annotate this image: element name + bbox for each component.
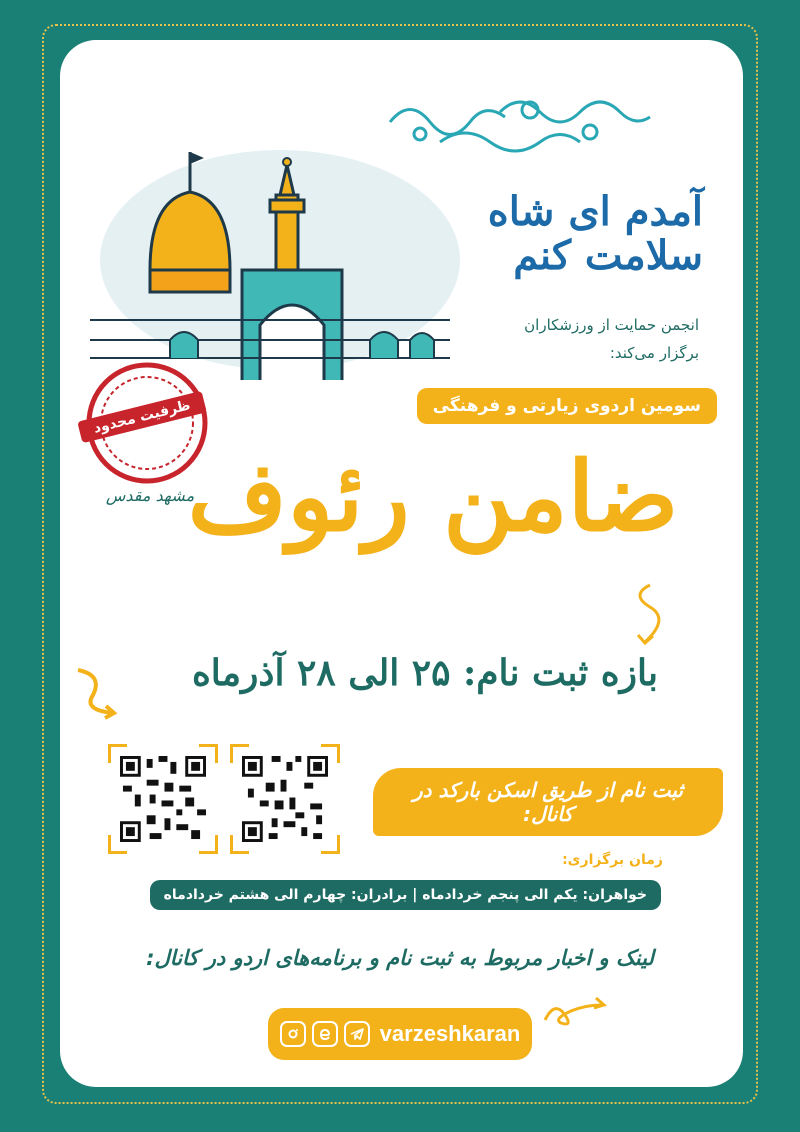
poster-card	[60, 40, 743, 1087]
camp-title-badge: سومین اردوی زیارتی و فرهنگی	[417, 388, 717, 424]
city-label: مشهد مقدس	[105, 486, 195, 505]
eitaa-icon[interactable]	[312, 1021, 338, 1047]
qr-code[interactable]	[108, 744, 218, 854]
schedule-dates: خواهران: یکم الی پنجم خردادماه | برادران: چهارم الی هشتم خردادماه	[150, 880, 661, 910]
main-title: ضامن رئوف	[187, 440, 679, 553]
qr-instruction: ثبت نام از طریق اسکن بارکد در کانال:	[373, 768, 723, 836]
curly-arrow-icon	[620, 580, 680, 650]
organizer-presents: برگزار می‌کند:	[609, 344, 699, 362]
instagram-icon[interactable]	[280, 1021, 306, 1047]
registration-period: بازه ثبت نام: ۲۵ الی ۲۸ آذرماه	[191, 652, 659, 694]
channel-links-note: لینک و اخبار مربوط به ثبت نام و برنامه‌های اردو در کانال:	[146, 946, 654, 970]
schedule-label: زمان برگزاری:	[562, 852, 663, 868]
shrine-illustration-icon	[70, 100, 460, 380]
social-handle[interactable]: varzeshkaran	[379, 1021, 521, 1046]
social-handle-pill[interactable]	[268, 1008, 532, 1060]
qr-code-icon	[120, 756, 206, 842]
calligraphy-title: آمدم ای شاه سلامت کنم	[487, 188, 703, 279]
telegram-icon[interactable]	[344, 1021, 370, 1047]
qr-code[interactable]	[230, 744, 340, 854]
loop-arrow-icon	[68, 660, 128, 720]
qr-code-icon	[242, 756, 328, 842]
limited-capacity-stamp: ظرفیت محدود	[77, 391, 207, 443]
organizer-name: انجمن حمایت از ورزشکاران	[524, 316, 699, 334]
swirl-arrow-icon	[540, 990, 610, 1030]
